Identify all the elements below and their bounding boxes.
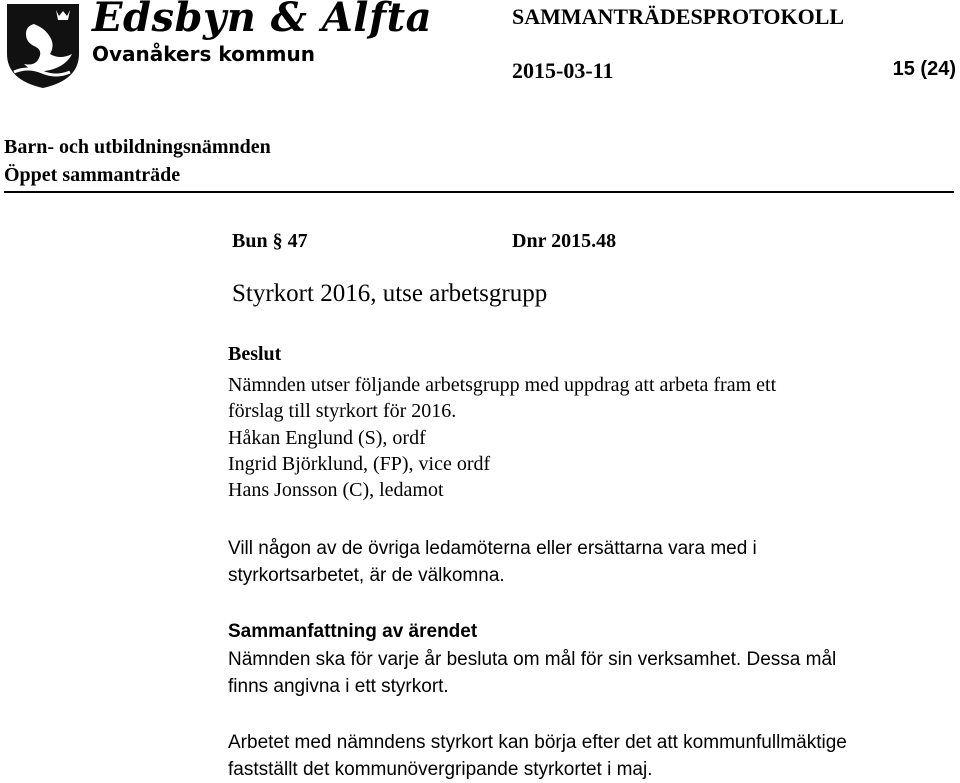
text-line: finns angivna i ett styrkort. xyxy=(228,676,449,697)
member-line: Hans Jonsson (C), ledamot xyxy=(228,479,444,501)
case-title: Styrkort 2016, utse arbetsgrupp xyxy=(232,280,548,307)
committee-block xyxy=(4,133,271,189)
decision-intro xyxy=(228,372,776,424)
document-date: 2015-03-11 xyxy=(512,58,614,83)
header-divider xyxy=(4,191,954,193)
session-type: Öppet sammanträde xyxy=(4,164,181,186)
text-line: Nämnden utser följande arbetsgrupp med uppdrag att arbeta fram ett xyxy=(228,374,777,396)
text-line: förslag till styrkort för 2016. xyxy=(228,400,457,422)
brand-subtitle: Ovanåkers kommun xyxy=(92,42,315,66)
summary-paragraph-1 xyxy=(228,646,836,700)
document-type: SAMMANTRÄDESPROTOKOLL xyxy=(512,4,845,29)
decision-heading: Beslut xyxy=(228,343,282,365)
text-line: Vill någon av de övriga ledamöterna eller ersättarna vara med i xyxy=(228,538,757,559)
text-line: Nämnden ska för varje år besluta om mål för sin verksamhet. Dessa mål xyxy=(228,649,837,670)
text-line: fastställt det kommunövergripande styrkortet i maj. xyxy=(228,759,653,780)
member-line: Ingrid Björklund, (FP), vice ordf xyxy=(228,453,491,475)
page-number: 15 (24) xyxy=(892,58,956,80)
summary-heading: Sammanfattning av ärendet xyxy=(228,621,478,642)
member-line: Håkan Englund (S), ordf xyxy=(228,427,426,449)
text-line: Arbetet med nämndens styrkort kan börja efter det att kommunfullmäktige xyxy=(228,732,847,753)
case-number: Bun § 47 xyxy=(232,230,308,252)
municipality-logo xyxy=(4,2,82,90)
brand-name: Edsbyn & Alfta xyxy=(92,0,433,41)
summary-paragraph-2 xyxy=(228,729,847,783)
text-line: styrkortsarbetet, är de välkomna. xyxy=(228,565,505,586)
case-dnr: Dnr 2015.48 xyxy=(512,230,617,252)
decision-members xyxy=(228,425,490,503)
committee-name: Barn- och utbildningsnämnden xyxy=(4,136,271,158)
decision-invite xyxy=(228,535,757,589)
